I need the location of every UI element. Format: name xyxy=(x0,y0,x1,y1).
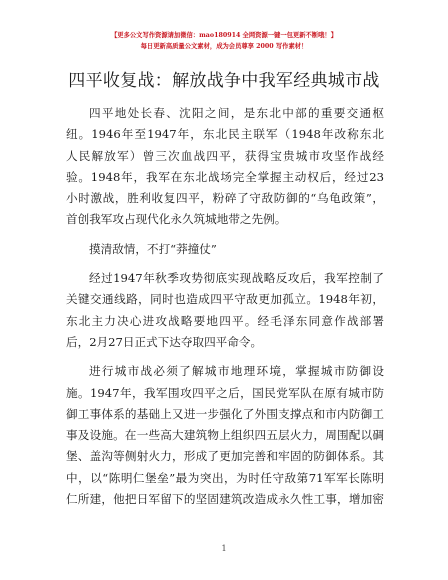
text-line: 施。1947年，我军围攻四平之后，国民党军队在原有城市防 xyxy=(66,385,384,400)
text-line: 仁所建，他把日军留下的坚固建筑改造成永久性工事，增加密 xyxy=(66,492,384,507)
page-number: 1 xyxy=(221,544,227,553)
section-heading: 摸清敌情，不打“莽撞仗” xyxy=(89,241,217,256)
text-line: 进行城市战必须了解城市地理环境，掌握城市防御设 xyxy=(89,364,384,379)
promo-banner-line-1: 【更多公文写作资源请加微信：mao180914 全网资源一键一包更新不断哦！】 xyxy=(110,32,338,39)
article-body xyxy=(66,103,384,510)
text-line: 东北主力决心进攻战略要地四平。经毛泽东同意作战部署 xyxy=(66,313,384,328)
text-line: 人民解放军）曾三次血战四平，获得宝贵城市攻坚作战经 xyxy=(66,148,384,163)
text-line: 纽。1946年至1947年，东北民主联军（1948年改称东北 xyxy=(66,127,384,142)
text-line: 首创我军攻占现代化永久筑城地带之先例。 xyxy=(66,212,287,227)
text-line: 验。1948年，我军在东北战场完全掌握主动权后，经过23 xyxy=(66,169,384,184)
text-line: 事及设施。在一些高大建筑物上组织四五层火力，周围配以碉 xyxy=(66,428,384,443)
article-title: 四平收复战：解放战争中我军经典城市战 xyxy=(68,71,380,91)
text-line: 经过1947年秋季攻势彻底实现战略反攻后，我军控制了 xyxy=(89,271,384,286)
text-line: 后，2月27日正式下达夺取四平命令。 xyxy=(66,334,263,349)
text-line: 小时激战，胜利收复四平，粉碎了守敌防御的“乌龟政策”， xyxy=(66,191,384,206)
promo-banner-line-2: 每日更新高质量公文素材，成为会员尊享 2000 写作素材！ xyxy=(140,43,308,50)
text-line: 中，以“陈明仁堡垒”最为突出，为时任守敌第71军军长陈明 xyxy=(66,470,384,485)
text-line: 堡、盖沟等侧射火力，形成了更加完善和牢固的防御体系。其 xyxy=(66,449,384,464)
text-line: 关键交通线路，同时也造成四平守敌更加孤立。1948年初， xyxy=(66,292,384,307)
text-line: 四平地处长春、沈阳之间，是东北中部的重要交通枢 xyxy=(89,106,384,120)
text-line: 御工事体系的基础上又进一步强化了外围支撑点和市内防御工 xyxy=(66,406,384,421)
